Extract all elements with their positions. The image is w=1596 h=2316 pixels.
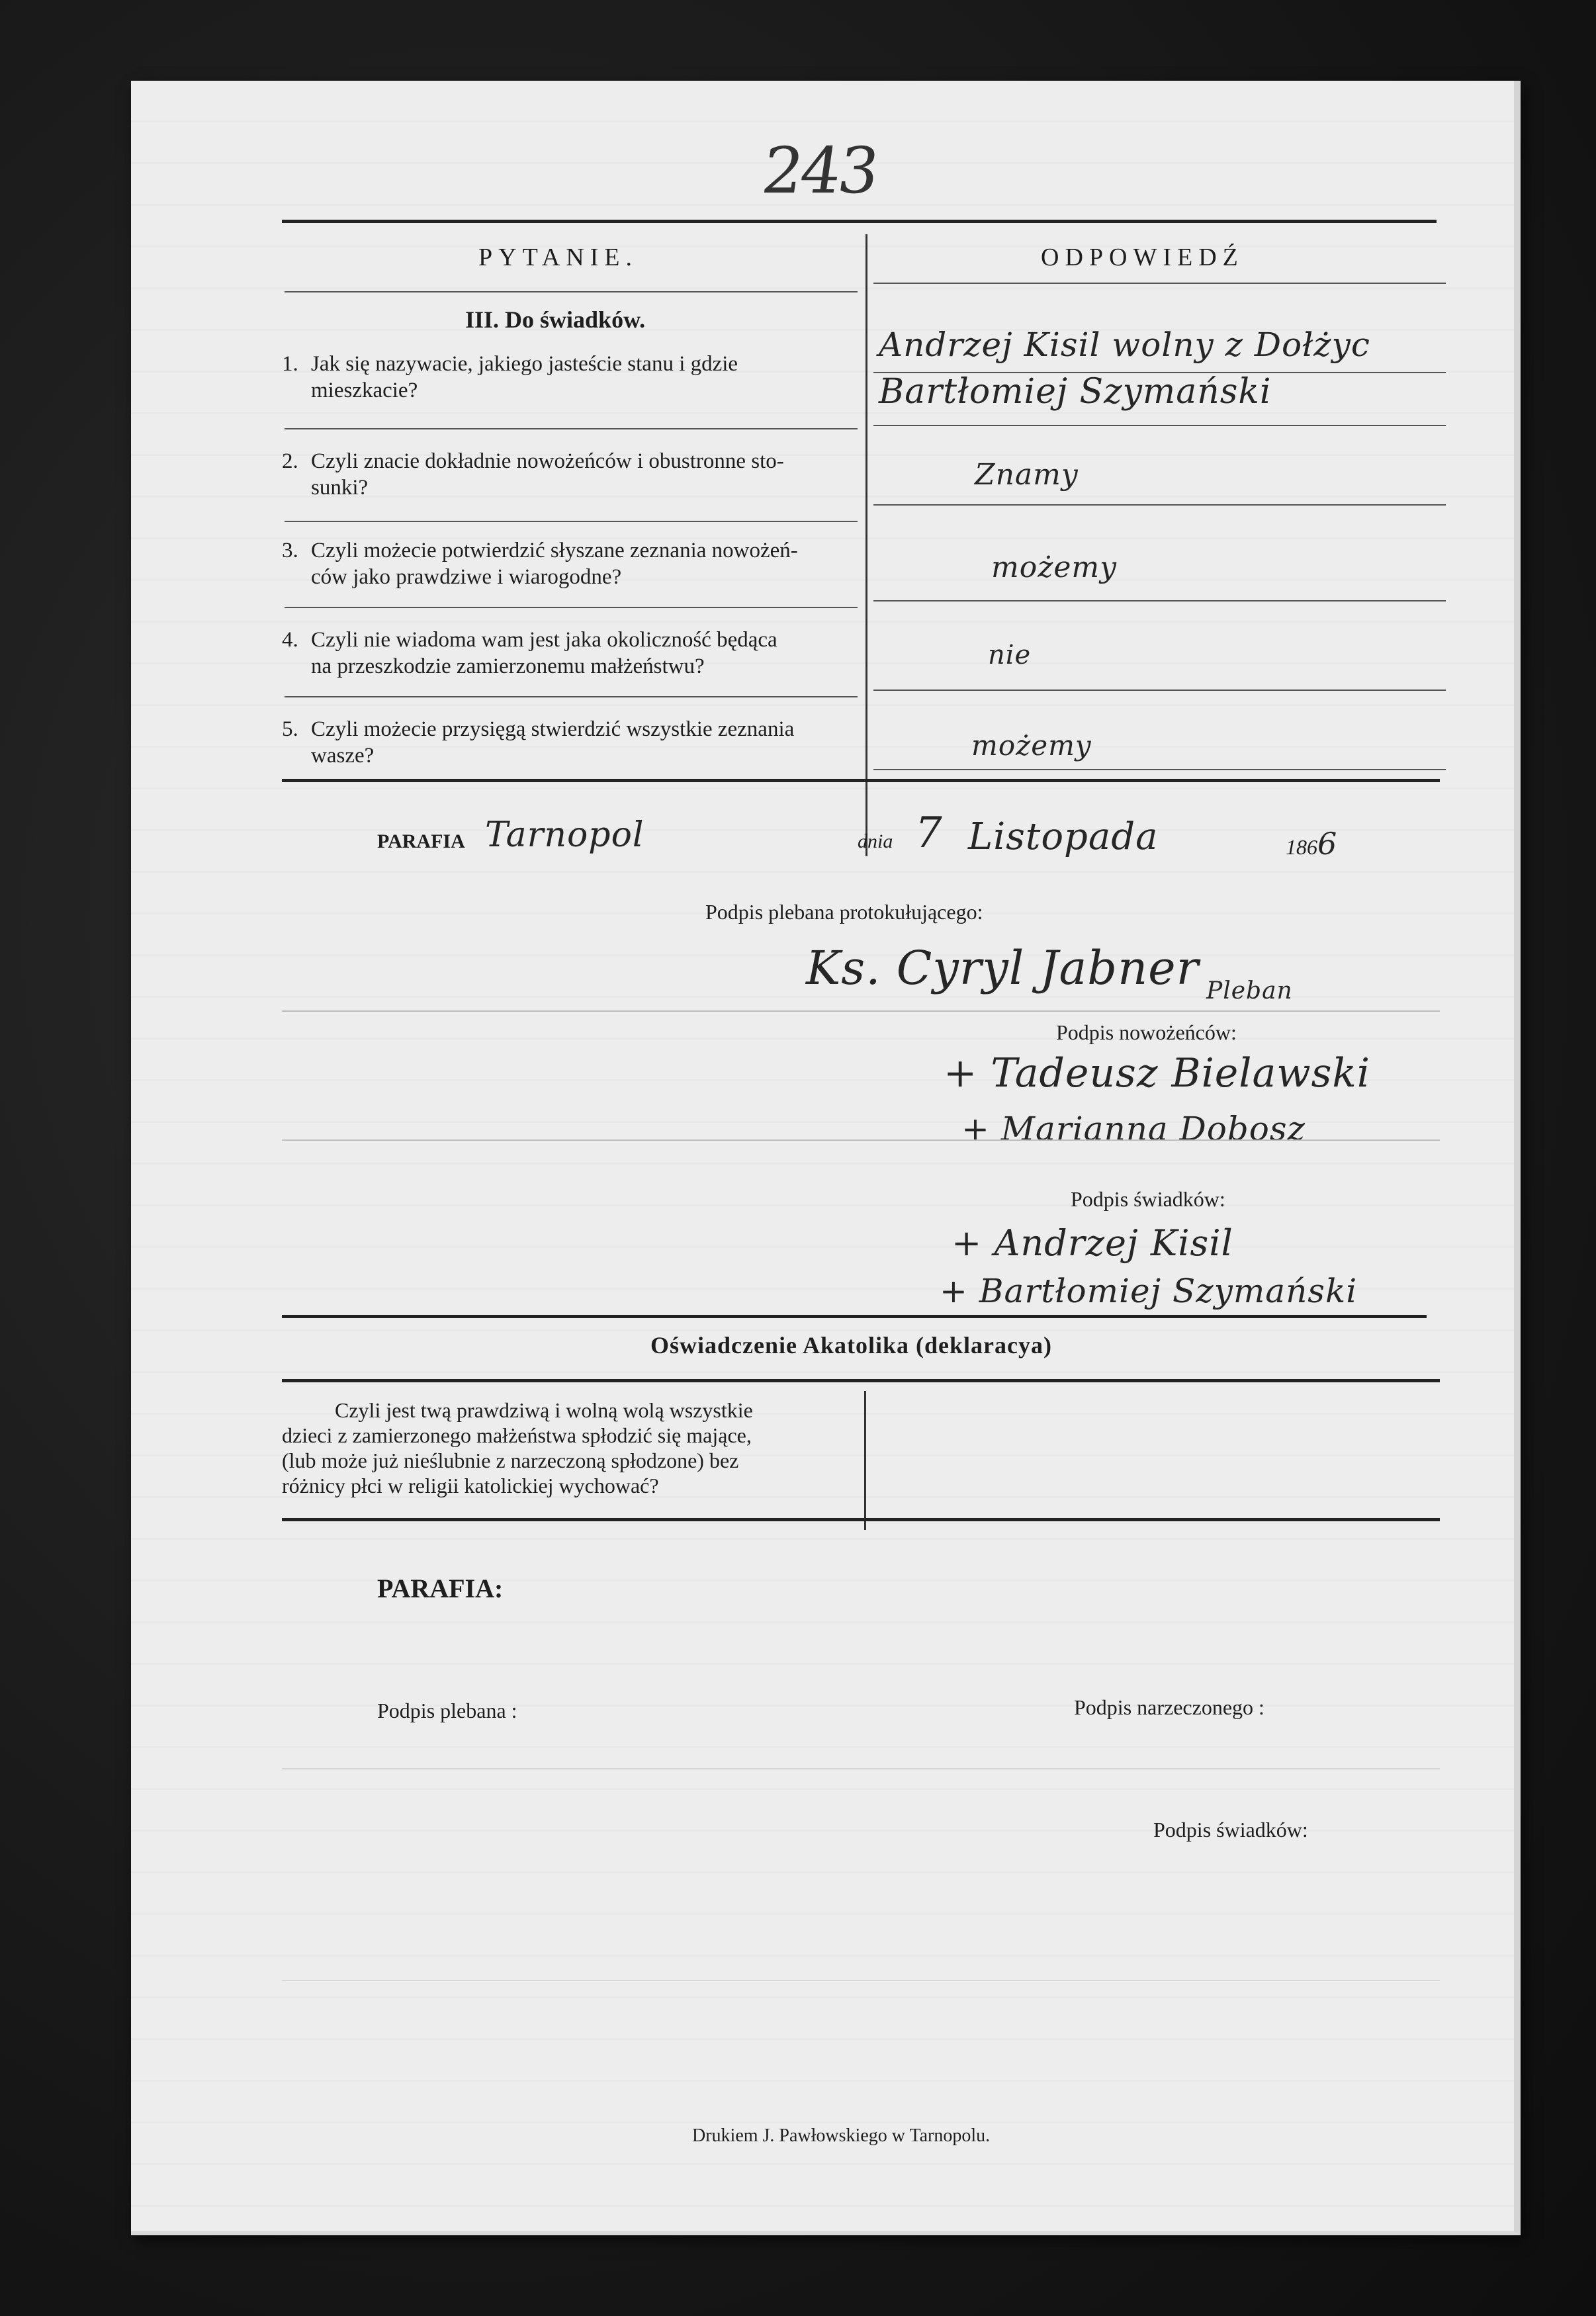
question-number: 5.	[282, 717, 298, 741]
question-text-line2: mieszkacie?	[311, 379, 418, 402]
question-text-line1: Czyli możecie przysięgą stwierdzić wszystkie zeznania	[311, 717, 795, 741]
witness-2-signature: + Bartłomiej Szymański	[940, 1272, 1358, 1310]
question-4	[282, 627, 864, 680]
question-rule	[285, 428, 858, 429]
question-text-line1: Czyli możecie potwierdzić słyszane zeznania nowożeń-	[311, 539, 798, 562]
declaration-text	[282, 1398, 863, 1498]
lower-parish-label: PARAFIA:	[377, 1574, 504, 1603]
answer-2: Znamy	[975, 458, 1079, 492]
document-page	[131, 81, 1521, 2235]
date-day: 7	[915, 809, 943, 858]
declaration-title-rule	[282, 1379, 1440, 1382]
answer-rule	[873, 769, 1446, 770]
printer-footer: Drukiem J. Pawłowskiego w Tarnopolu.	[692, 2125, 991, 2146]
declaration-bottom-rule	[282, 1518, 1440, 1521]
bride-signature: + Marianna Dobosz	[961, 1110, 1306, 1148]
witnesses-signature-label: Podpis świadków:	[1071, 1187, 1225, 1211]
date-prefix: dnia	[858, 830, 893, 852]
declaration-line: różnicy płci w religii katolickiej wychować?	[282, 1474, 659, 1497]
witness-1-signature: + Andrzej Kisil	[952, 1222, 1233, 1264]
spouses-signature-label: Podpis nowożeńców:	[1056, 1020, 1237, 1044]
question-text-line1: Czyli nie wiadoma wam jest jaka okoliczność będąca	[311, 628, 777, 652]
question-number: 1.	[282, 352, 298, 376]
question-text-line2: wasze?	[311, 744, 375, 768]
question-text-line2: na przeszkodzie zamierzonemu małżeństwu?	[311, 654, 705, 678]
answer-5: możemy	[971, 729, 1092, 762]
question-rule	[285, 607, 858, 608]
question-header: PYTANIE.	[478, 244, 638, 271]
answer-rule	[873, 425, 1446, 426]
answer-rule	[873, 504, 1446, 506]
question-number: 2.	[282, 449, 298, 473]
answer-4: nie	[988, 640, 1032, 670]
question-number: 4.	[282, 628, 298, 652]
lower-witnesses-label: Podpis świadków:	[1153, 1818, 1308, 1842]
question-text-line1: Jak się nazywacie, jakiego jasteście stanu i gdzie	[311, 352, 738, 376]
answer-1-line2: Bartłomiej Szymański	[879, 372, 1272, 412]
question-1	[282, 351, 864, 404]
faint-rule	[282, 1768, 1440, 1769]
answer-header: ODPOWIEDŹ	[1041, 244, 1244, 271]
section-title: III. Do świadków.	[465, 306, 646, 333]
parish-label: PARAFIA	[377, 830, 465, 852]
column-divider	[865, 234, 867, 856]
top-rule	[282, 220, 1437, 223]
archive-number: 243	[758, 134, 882, 208]
questionnaire-bottom-rule	[282, 779, 1440, 782]
priest-signature: Ks. Cyryl Jabner	[806, 941, 1200, 995]
date-month: Listopada	[968, 815, 1159, 858]
priest-title: Pleban	[1206, 977, 1293, 1004]
groom-signature: + Tadeusz Bielawski	[944, 1050, 1370, 1096]
answer-rule	[873, 600, 1446, 601]
priest-signature-label: Podpis plebana protokułującego:	[705, 900, 983, 924]
faint-rule	[282, 1980, 1440, 1981]
declaration-line: dzieci z zamierzonego małżeństwa spłodzić się mające,	[282, 1423, 752, 1447]
parish-name: Tarnopol	[485, 815, 644, 855]
year-handwritten: 6	[1317, 826, 1338, 862]
declaration-top-rule	[282, 1315, 1427, 1318]
question-number: 3.	[282, 539, 298, 562]
signature-rule	[282, 1010, 1440, 1012]
answer-3: możemy	[991, 551, 1118, 584]
declaration-line: Czyli jest twą prawdziwą i wolną wolą wszystkie	[335, 1398, 753, 1422]
year-printed: 186	[1286, 835, 1317, 859]
question-text-line1: Czyli znacie dokładnie nowożeńców i obustronne sto-	[311, 449, 784, 473]
declaration-title: Oświadczenie Akatolika (deklaracya)	[650, 1332, 1052, 1358]
signature-rule	[282, 1139, 1440, 1141]
date-year	[1286, 826, 1337, 862]
question-text-line2: sunki?	[311, 476, 369, 500]
question-rule	[285, 696, 858, 697]
question-rule	[285, 521, 858, 522]
header-rule-left	[285, 291, 858, 292]
question-2	[282, 448, 864, 501]
lower-priest-label: Podpis plebana :	[377, 1699, 517, 1722]
question-3	[282, 537, 864, 590]
question-5	[282, 716, 864, 769]
question-text-line2: ców jako prawdziwe i wiarogodne?	[311, 565, 622, 589]
answer-1-line1: Andrzej Kisil wolny z Dołżyc	[879, 326, 1370, 364]
header-rule-right	[873, 283, 1446, 284]
answer-rule	[873, 690, 1446, 691]
lower-fiance-label: Podpis narzeczonego :	[1074, 1695, 1264, 1719]
declaration-divider	[864, 1391, 866, 1530]
declaration-line: (lub może już nieślubnie z narzeczoną spłodzone) bez	[282, 1448, 739, 1472]
